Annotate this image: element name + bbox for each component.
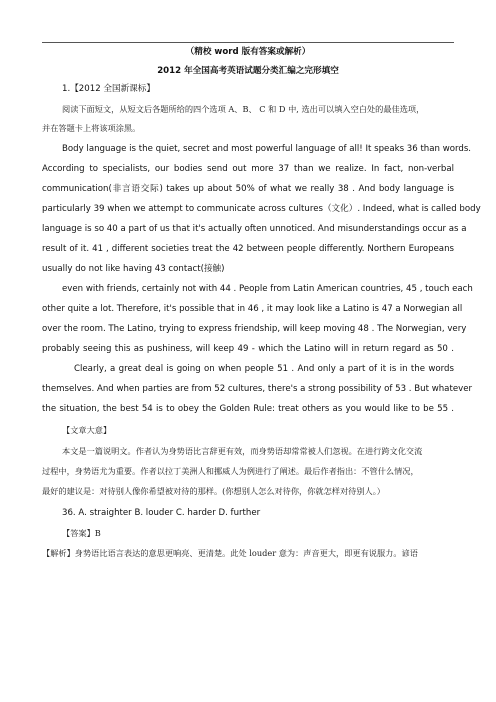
document-title: 2012 年全国高考英语试题分类汇编之完形填空 [157,66,339,76]
passage-line: According to specialists, our bodies send out more 37 than we realize. In fact, non-verbal [42,164,454,174]
passage-line: usually do not like having 43 contact(接触) [42,264,225,274]
passage-line: other quite a lot. Therefore, it's possible that in 46 , it may look like a Latino is 47 a Norwegian all [42,304,463,314]
instruction-line: 并在答题卡上将该项涂黑。 [42,123,141,133]
question-label: 1.【2012 全国新课标】 [62,84,155,94]
summary-heading: 【文章大意】 [62,425,112,435]
header-rule [42,42,454,43]
instruction-line: 阅读下面短文，从短文后各题所给的四个选项 A、B、 C 和 D 中, 选出可以填入空白处的最佳选项， [62,104,425,114]
explanation-line: 【解析】身势语比语言表达的意思更响亮、更清楚。此处 louder 意为：声音更大，即更有说服力。谚语 [42,548,418,558]
passage-line: the situation, the best 54 is to obey the Golden Rule: treat others as you would like to be 55 . [42,404,454,414]
document-subtitle: （精校 word 版有答案或解析） [185,47,311,57]
passage-line: over the room. The Latino, trying to express friendship, will keep moving 48 . The Norwegian, very [42,324,467,334]
passage-line: themselves. And when parties are from 52 cultures, there's a strong possibility of 53 . But whatever [42,384,473,394]
passage-line: even with friends, certainly not with 44 . People from Latin American countries, 45 , touch each [62,284,473,294]
answer-line: 【答案】B [62,528,101,538]
summary-line: 过程中，身势语尤为重要。作者以拉丁美洲人和挪威人为例进行了阐述。最后作者指出：不管什么情况， [42,466,419,476]
summary-line: 本文是一篇说明文。作者认为身势语比言辞更有效，而身势语却常常被人们忽视。在进行跨文化交流 [62,446,423,456]
passage-line: Body language is the quiet, secret and most powerful language of all! It speaks 36 than words. [62,144,472,154]
passage-line: Clearly, a great deal is going on when people 51 . And only a part of it is in the words [74,364,454,374]
passage-line: particularly 39 when we attempt to communicate across cultures（文化）. Indeed, what is called body [42,204,481,214]
passage-line: communication(非言语交际) takes up about 50% of what we really 38 . And body language is [42,184,454,194]
passage-line: result of it. 41 , different societies treat the 42 between people differently. Northern Europeans [42,244,454,254]
summary-line: 最好的建议是：对待别人像你希望被对待的那样。(你想别人怎么对待你，你就怎样对待别人。） [42,486,385,496]
passage-line: language is so 40 a part of us that it's actually often unnoticed. And misunderstandings occur as a [42,224,467,234]
passage-line: probably seeing this as pushiness, will keep 49 - which the Latino will in return regard as 50 . [42,344,454,354]
question-options: 36. A. straighter B. louder C. harder D. further [62,508,261,518]
